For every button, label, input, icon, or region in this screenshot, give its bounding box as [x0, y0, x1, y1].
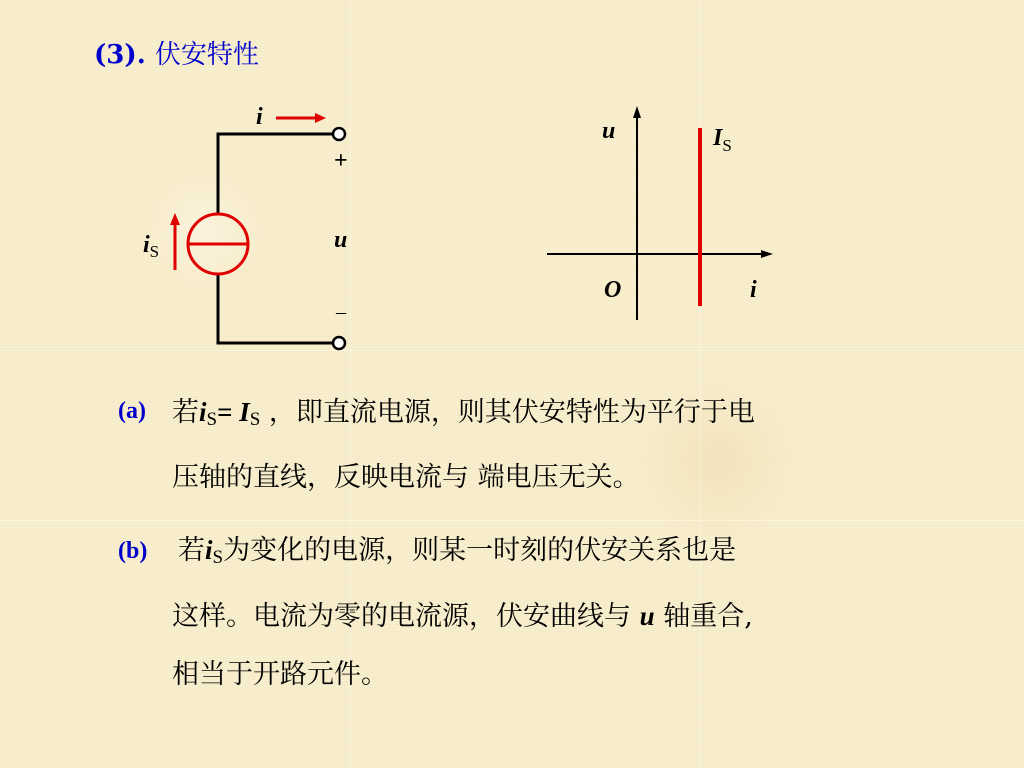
- para-b-ruo: 若: [178, 535, 205, 566]
- para-a-I: I: [239, 397, 250, 427]
- minus-sign: –: [336, 301, 346, 323]
- i-axis-label: i: [750, 277, 757, 303]
- source-label: $i_S$: [143, 232, 160, 261]
- title-text: 伏安特性: [154, 40, 259, 70]
- para-a-i: i: [199, 397, 207, 427]
- i-axis-arrow: [761, 250, 773, 258]
- para-a-tag: (a): [118, 398, 146, 424]
- para-b-line2: [172, 587, 958, 646]
- vi-characteristic-graph: [547, 106, 773, 320]
- current-source-circuit: [143, 104, 348, 349]
- para-a-line1: [172, 383, 952, 449]
- para-a-line1-text: ，即直流电源，则其伏安特性为平行于电: [260, 397, 755, 428]
- para-b-line2-b: 轴重合,: [654, 601, 753, 632]
- current-arrow-head: [315, 113, 326, 123]
- para-b-tag: (b): [118, 538, 148, 564]
- para-a-sub-S: S: [249, 409, 261, 430]
- para-a-eq: =: [217, 397, 240, 427]
- para-b-line2-a: 这样。电流为零的电流源，伏安曲线与: [172, 601, 640, 632]
- title-number: (3).: [94, 40, 146, 70]
- source-arrow-head: [170, 213, 180, 225]
- para-a-ruo: 若: [172, 397, 199, 428]
- para-b-line1-text: 为变化的电源，则某一时刻的伏安关系也是: [223, 535, 737, 566]
- para-b-sub-s: S: [212, 547, 224, 568]
- is-line-label: $I_S$: [713, 125, 732, 155]
- bottom-terminal: [333, 337, 345, 349]
- para-b-u: u: [639, 601, 655, 631]
- voltage-label: u: [334, 227, 348, 253]
- u-axis-label: u: [602, 118, 616, 144]
- para-b-line1: [178, 521, 958, 587]
- para-a-sub-s: S: [206, 409, 218, 430]
- para-b-line3: 相当于开路元件。: [172, 659, 388, 690]
- bottom-wire: [218, 275, 333, 343]
- para-a: [172, 383, 952, 507]
- top-wire: [218, 134, 333, 213]
- para-b: [172, 521, 958, 704]
- current-label: i: [256, 104, 263, 130]
- para-b-i: i: [205, 535, 213, 565]
- plus-sign: +: [334, 148, 348, 174]
- para-a-line2: 压轴的直线，反映电流与 端电压无关。: [172, 462, 640, 493]
- top-terminal: [333, 128, 345, 140]
- origin-label: O: [604, 277, 622, 303]
- u-axis-arrow: [633, 106, 641, 118]
